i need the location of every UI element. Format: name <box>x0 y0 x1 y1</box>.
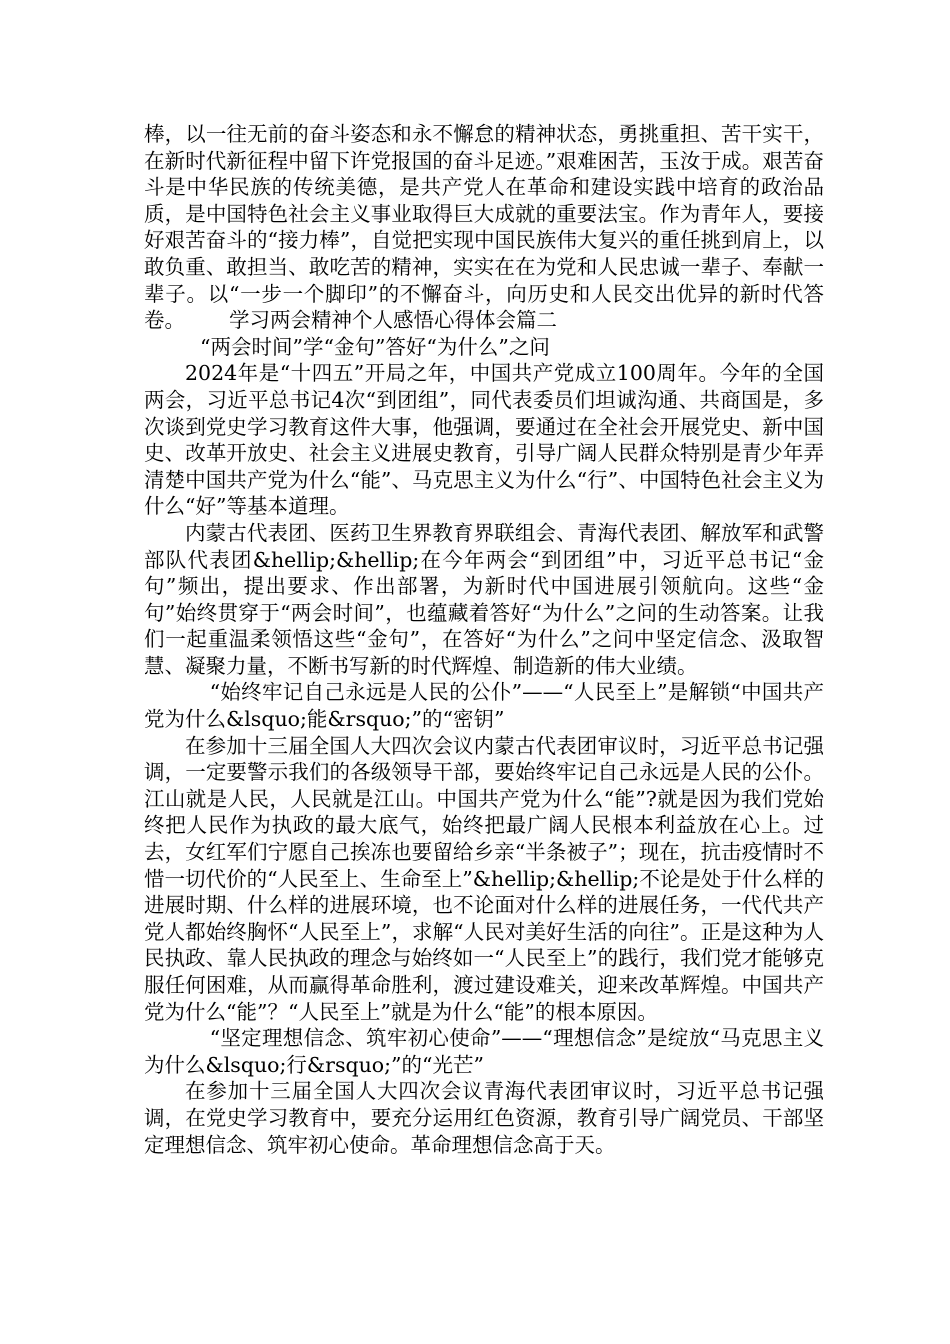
paragraph-6: 在参加十三届全国人大四次会议内蒙古代表团审议时，习近平总书记强调，一定要警示我们的各级领导干部，要始终牢记自己永远是人民的公仆。江山就是人民，人民就是江山。中国共产党为什么“能”?就是因为我们党始终把人民作为执政的最大底气，始终把最广阔人民根本利益放在心上。过去，女红军们宁愿自己挨冻也要留给乡亲“半条被子”；现在，抗击疫情时不惜一切代价的“人民至上、生命至上”&hellip;&hellip;不论是处于什么样的进展时期、什么样的进展环境，也不论面对什么样的进展任务，一代代共产党人都始终胸怀“人民至上”，求解“人民对美好生活的向往”。正是这种为人民执政、靠人民执政的理念与始终如一“人民至上”的践行，我们党才能够克服任何困难，从而赢得革命胜利，渡过建设难关，迎来改革辉煌。中国共产党为什么“能”？“人民至上”就是为什么“能”的根本原因。 <box>144 733 824 1024</box>
subheading-1: “始终牢记自己永远是人民的公仆”——“人民至上”是解锁“中国共产党为什么&lsquo;能&rsquo;”的“密钥” <box>144 680 824 732</box>
paragraph-3: 2024年是“十四五”开局之年，中国共产党成立100周年。今年的全国两会，习近平总书记4次“到团组”，同代表委员们坦诚沟通、共商国是，多次谈到党史学习教育这件大事，他强调，要通过在全社会开展党史、新中国史、改革开放史、社会主义进展史教育，引导广阔人民群众特别是青少年弄清楚中国共产党为什么“能”、马克思主义为什么“行”、中国特色社会主义为什么“好”等基本道理。 <box>144 361 824 519</box>
subheading-2: “坚定理想信念、筑牢初心使命”——“理想信念”是绽放“马克思主义为什么&lsquo;行&rsquo;”的“光芒” <box>144 1026 824 1077</box>
paragraph-1 <box>144 121 824 334</box>
article-title: “两会时间”学“金句”答好“为什么”之问 <box>200 334 550 359</box>
document-page <box>144 121 824 1158</box>
section-title: 学习两会精神个人感悟心得体会篇二 <box>229 308 557 333</box>
paragraph-4: 内蒙古代表团、医药卫生界教育界联组会、青海代表团、解放军和武警部队代表团&hellip;&hellip;在今年两会“到团组”中，习近平总书记“金句”频出，提出要求、作出部署，为新时代中国进展引领航向。这些“金句”始终贯穿于“两会时间”，也蕴藏着答好“为什么”之问的生动答案。让我们一起重温柔领悟这些“金句”，在答好“为什么”之问中坚定信念、汲取智慧、凝聚力量，不断书写新的时代辉煌、制造新的伟大业绩。 <box>144 520 824 678</box>
paragraph-8: 在参加十三届全国人大四次会议青海代表团审议时，习近平总书记强调，在党史学习教育中，要充分运用红色资源，教育引导广阔党员、干部坚定理想信念、筑牢初心使命。革命理想信念高于天。 <box>144 1079 824 1157</box>
paragraph-1-text: 棒，以一往无前的奋斗姿态和永不懈怠的精神状态，勇挑重担、苦干实干，在新时代新征程中留下许党报国的奋斗足迹。”艰难困苦，玉汝于成。艰苦奋斗是中华民族的传统美德，是共产党人在革命和建设实践中培育的政治品质，是中国特色社会主义事业取得巨大成就的重要法宝。作为青年人，要接好艰苦奋斗的“接力棒”，自觉把实现中国民族伟大复兴的重任挑到肩上，以敢负重、敢担当、敢吃苦的精神，实实在在为党和人民忠诚一辈子、奉献一辈子。以“一步一个脚印”的不懈奋斗，向历史和人民交出优异的新时代答卷。 <box>144 122 824 333</box>
